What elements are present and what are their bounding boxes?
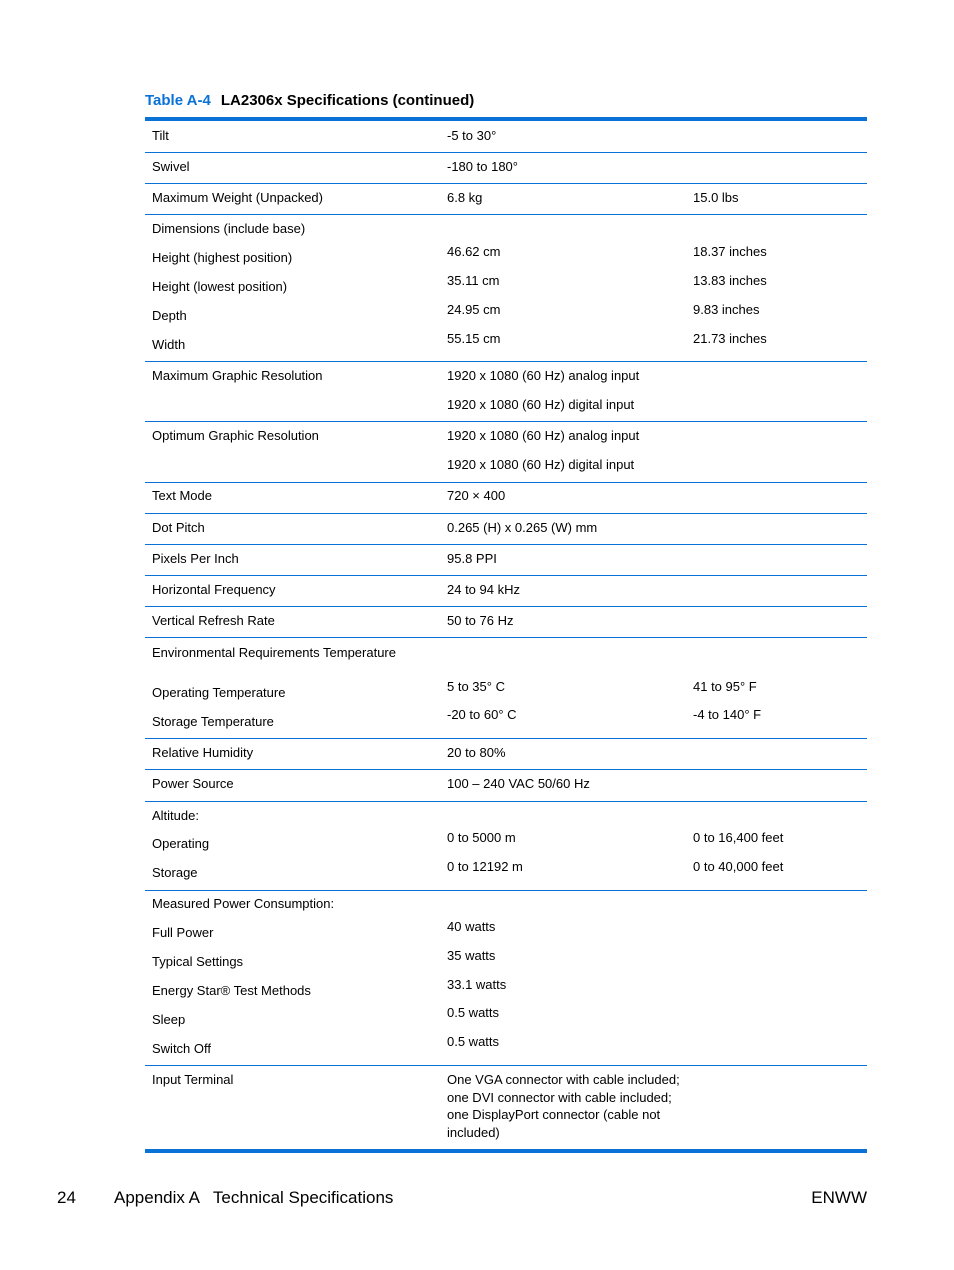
spec-value: 95.8 PPI [447, 551, 497, 566]
spec-label: Text Mode [152, 488, 212, 503]
row-divider [145, 606, 867, 607]
spec-label: Tilt [152, 128, 169, 143]
table-top-rule [145, 117, 867, 121]
spec-value: 1920 x 1080 (60 Hz) analog input [447, 368, 640, 383]
spec-label: Swivel [152, 159, 190, 174]
table-caption [145, 92, 474, 109]
spec-label: Optimum Graphic Resolution [152, 428, 319, 443]
spec-value: 1920 x 1080 (60 Hz) digital input [447, 397, 635, 412]
spec-label: Input Terminal [152, 1072, 234, 1087]
spec-value: 720 × 400 [447, 488, 506, 503]
spec-value-imperial: 15.0 lbs [693, 190, 739, 205]
spec-value-metric: 24.95 cm [447, 302, 501, 317]
spec-value-imperial: -4 to 140° F [693, 707, 762, 722]
spec-value: 0.5 watts [447, 1005, 500, 1020]
row-divider [145, 183, 867, 184]
spec-label: Operating Temperature [152, 685, 286, 700]
spec-group-heading: Environmental Requirements Temperature [152, 645, 396, 660]
row-divider [145, 544, 867, 545]
row-divider [145, 421, 867, 422]
spec-value-imperial: 18.37 inches [693, 244, 767, 259]
spec-label: Power Source [152, 776, 234, 791]
spec-value-metric: 0 to 12192 m [447, 859, 523, 874]
spec-value: 1920 x 1080 (60 Hz) analog input [447, 428, 640, 443]
spec-value-metric: -20 to 60° C [447, 707, 517, 722]
document-code: ENWW [811, 1188, 867, 1207]
spec-label: Width [152, 337, 186, 352]
row-divider [145, 1065, 867, 1066]
row-divider [145, 801, 867, 802]
row-divider [145, 637, 867, 638]
spec-value-metric: 0 to 5000 m [447, 830, 516, 845]
table-title: LA2306x Specifications (continued) [220, 92, 475, 109]
spec-value: -5 to 30° [447, 128, 497, 143]
spec-value: 0.5 watts [447, 1034, 500, 1049]
spec-label: Dot Pitch [152, 520, 205, 535]
spec-value-imperial: 41 to 95° F [693, 679, 757, 694]
spec-value-imperial: 13.83 inches [693, 273, 767, 288]
spec-label: Maximum Graphic Resolution [152, 368, 323, 383]
spec-value-imperial: 9.83 inches [693, 302, 760, 317]
spec-value-imperial: 0 to 40,000 feet [693, 859, 784, 874]
spec-label: Relative Humidity [152, 745, 254, 760]
row-divider [145, 482, 867, 483]
spec-label: Depth [152, 308, 187, 323]
spec-group-heading: Measured Power Consumption: [152, 896, 335, 911]
spec-value-metric: 35.11 cm [447, 273, 500, 288]
row-divider [145, 513, 867, 514]
spec-value: 33.1 watts [447, 977, 507, 992]
table-bottom-rule [145, 1149, 867, 1153]
spec-label: Vertical Refresh Rate [152, 613, 275, 628]
spec-group-heading: Altitude: [152, 808, 199, 823]
spec-value: 50 to 76 Hz [447, 613, 514, 628]
spec-value: -180 to 180° [447, 159, 518, 174]
row-divider [145, 890, 867, 891]
row-divider [145, 152, 867, 153]
spec-label: Horizontal Frequency [152, 582, 276, 597]
spec-label: Typical Settings [152, 954, 244, 969]
spec-value: 1920 x 1080 (60 Hz) digital input [447, 457, 635, 472]
spec-value: One VGA connector with cable included; one DVI connector with cable included; one DisplayPort connector (cable not included) [447, 1072, 680, 1140]
row-divider [145, 361, 867, 362]
spec-label: Energy Star® Test Methods [152, 983, 311, 998]
table-number: Table A-4 [145, 92, 211, 109]
section-title: Appendix A Technical Specifications [114, 1188, 394, 1207]
spec-value: 0.265 (H) x 0.265 (W) mm [447, 520, 598, 535]
spec-value: 100 – 240 VAC 50/60 Hz [447, 776, 590, 791]
spec-label: Maximum Weight (Unpacked) [152, 190, 323, 205]
spec-value-metric: 6.8 kg [447, 190, 483, 205]
spec-value: 24 to 94 kHz [447, 582, 520, 597]
spec-label: Sleep [152, 1012, 186, 1027]
spec-label: Storage Temperature [152, 714, 274, 729]
spec-label: Pixels Per Inch [152, 551, 239, 566]
row-divider [145, 214, 867, 215]
spec-label: Height (highest position) [152, 250, 293, 265]
spec-value-metric: 55.15 cm [447, 331, 501, 346]
page-number: 24 [57, 1188, 76, 1207]
spec-value: 40 watts [447, 919, 496, 934]
spec-label: Storage [152, 865, 198, 880]
spec-value-imperial: 0 to 16,400 feet [693, 830, 784, 845]
spec-label: Operating [152, 836, 210, 851]
spec-value-metric: 46.62 cm [447, 244, 501, 259]
spec-value-metric: 5 to 35° C [447, 679, 505, 694]
spec-value-imperial: 21.73 inches [693, 331, 767, 346]
spec-group-heading: Dimensions (include base) [152, 221, 306, 236]
row-divider [145, 575, 867, 576]
spec-label: Height (lowest position) [152, 279, 288, 294]
row-divider [145, 769, 867, 770]
spec-value: 20 to 80% [447, 745, 506, 760]
spec-value: 35 watts [447, 948, 496, 963]
row-divider [145, 738, 867, 739]
spec-label: Switch Off [152, 1041, 212, 1056]
spec-label: Full Power [152, 925, 214, 940]
